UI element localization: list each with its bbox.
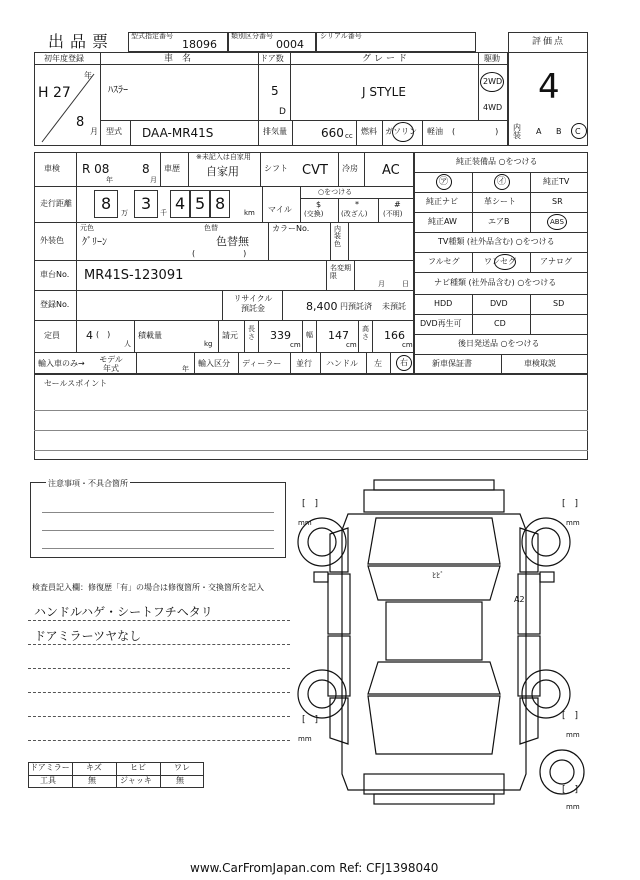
color-label: 外装色 (40, 236, 64, 245)
mileage-opt1-sym: $ (316, 200, 322, 209)
height-value: 166 (384, 329, 405, 342)
shaken-month-unit: 月 (150, 176, 157, 184)
equip-r1c1: ㋐ (439, 177, 449, 187)
diesel-blank: ( ) (452, 127, 499, 136)
diagram-bracket-fr: [ ] (562, 499, 579, 509)
color-paren: ( ) (192, 249, 247, 258)
recycle-label: リサイクル預託金 (233, 294, 273, 313)
diagram-mm-spare: mm (566, 803, 580, 811)
mileage-opt2-sym: * (355, 200, 359, 209)
first-reg-year-unit: 年 (84, 71, 92, 80)
mileage-circle-note: ○をつける (318, 188, 353, 196)
car-name: ﾊｽﾗｰ (108, 85, 128, 96)
diagram-bracket-rr: [ ] (562, 711, 579, 721)
capacity-paren: ( ) (96, 330, 111, 339)
interior-grade-c: C (575, 127, 581, 136)
legend-value-2: 無 (88, 776, 96, 785)
mileage-digit-5: 8 (215, 194, 226, 213)
length-value: 339 (270, 329, 291, 342)
equip-r3c1: 純正AW (428, 217, 457, 226)
fuel-value: ガソリン (385, 127, 417, 136)
mileage-digit-1: 8 (101, 194, 112, 213)
displacement-value: 660 (321, 126, 344, 140)
equip-r2c1: 純正ナビ (426, 197, 458, 206)
shaken-era: R 08 (82, 162, 110, 176)
mileage-opt3-sym: # (394, 200, 401, 209)
equip-r2c3: SR (552, 197, 563, 206)
history-label: 車歴 (164, 164, 180, 173)
width-value: 147 (328, 329, 349, 342)
first-reg-month-unit: 月 (90, 127, 98, 136)
equip-r2c2: 革シート (484, 197, 516, 206)
navi-hdd: HDD (434, 299, 453, 308)
mileage-man: 万 (121, 209, 128, 217)
diagram-bracket-fl: [ ] (302, 499, 319, 509)
shaken-month: 8 (142, 162, 150, 176)
model-code-value: 18096 (182, 38, 217, 51)
legend-value-1: 工具 (40, 776, 56, 785)
model-code-label: 型式指定番号 (131, 32, 173, 40)
notes-line-2: ドアミラーツヤなし (34, 629, 142, 643)
diagram-mm-rl: mm (298, 735, 312, 743)
later-manual: 車検取説 (524, 359, 556, 368)
capacity-label: 定員 (44, 331, 60, 340)
footer-ref: www.CarFromJapan.com Ref: CFJ1398040 (190, 861, 439, 875)
fuel-label: 燃料 (361, 127, 377, 136)
width-unit: cm (346, 341, 357, 349)
navi-dvd-play: DVD再生可 (420, 319, 462, 328)
grade-label: グレード (362, 54, 411, 64)
shaken-label: 車検 (44, 164, 60, 173)
tv-oneseg: ワンセグ (484, 257, 516, 266)
import-parallel: 並行 (296, 359, 312, 368)
sales-point-block (34, 374, 588, 460)
legend-value-4: 無 (176, 776, 184, 785)
legend-value-3: ジャッキ (120, 776, 152, 785)
chassis-number: MR41S-123091 (84, 268, 184, 283)
form-title: 出品票 (48, 32, 115, 51)
mileage-opt1: (交換) (304, 210, 324, 218)
weight-label: 請元 (222, 331, 238, 340)
category-value: 0004 (276, 38, 304, 51)
later-warranty: 新車保証書 (432, 359, 472, 368)
mileage-digit-4: 5 (195, 194, 206, 213)
factory-equipment-title: 純正装備品 ○をつける (456, 157, 538, 166)
color-no-label: カラーNo. (272, 224, 310, 233)
equip-r3c2: エアB (488, 217, 510, 226)
aircon-label: 冷房 (342, 164, 358, 173)
mileage-sen: 千 (160, 209, 167, 217)
registration-label: 登録No. (40, 300, 70, 309)
sales-point-label: セールスポイント (44, 379, 108, 388)
notes-line-1: ハンドルハゲ・シートフチヘタリ (34, 605, 213, 619)
interior-color-label: 内装色 (334, 225, 341, 248)
drive-4wd: 4WD (483, 103, 503, 112)
load-unit: kg (204, 340, 213, 348)
tv-fullseg: フルセグ (428, 257, 460, 266)
later-title: 後日発送品 ○をつける (458, 339, 540, 348)
height-unit: cm (402, 341, 413, 349)
equip-r1c2: ㋑ (497, 177, 507, 187)
first-reg-label: 初年度登録 (44, 54, 84, 63)
diagram-mm-fr: mm (566, 519, 580, 527)
length-label: 長さ (248, 325, 255, 341)
mile-label: マイル (268, 205, 292, 214)
model-year-unit: 年 (182, 365, 189, 373)
mileage-digit-3: 4 (175, 194, 186, 213)
navi-title: ナビ種類 (社外品含む) ○をつける (434, 278, 557, 287)
name-change-label: 名変期限 (330, 264, 351, 280)
first-reg-year: H 27 (38, 85, 71, 101)
interior-label: 内装 (513, 123, 521, 140)
width-label: 幅 (306, 331, 313, 339)
mileage-digit-2: 3 (141, 194, 152, 213)
interior-grade-b: B (556, 127, 562, 136)
capacity-unit: 人 (124, 340, 131, 348)
name-change-month: 月 (378, 280, 385, 288)
diagram-mm-fl: mm (298, 519, 312, 527)
mileage-opt3: (不明) (383, 210, 403, 218)
navi-sd: SD (553, 299, 565, 308)
history-note: ※未記入は自家用 (196, 153, 251, 161)
length-unit: cm (290, 341, 301, 349)
mileage-opt2: (改ざん) (341, 210, 368, 218)
capacity-value: 4 (86, 329, 93, 342)
legend-header-4: ワレ (174, 763, 190, 772)
displacement-label: 排気量 (263, 127, 287, 136)
model-year-label: モデル年式 (99, 355, 123, 374)
chassis-label: 車台No. (40, 270, 70, 279)
drive-label: 駆動 (484, 54, 500, 63)
category-label: 類別区分番号 (231, 32, 273, 40)
recycle-unit: 円預託済 (340, 302, 372, 311)
tv-analog: アナログ (540, 257, 572, 266)
doors-label: ドア数 (260, 54, 284, 63)
color-original-value: ｸﾞﾘｰﾝ (82, 237, 107, 248)
aircon-value: AC (382, 163, 400, 178)
shaken-year-unit: 年 (106, 176, 113, 184)
doors-value: 5 (271, 84, 279, 98)
type-label: 型式 (106, 127, 122, 136)
legend-header-1: ドアミラー (30, 763, 70, 772)
notes-box (30, 479, 286, 558)
legend-header-2: キズ (86, 763, 102, 772)
type-value: DAA-MR41S (142, 126, 214, 140)
mileage-km: km (244, 209, 255, 217)
equip-r3c3: ABS (550, 218, 564, 226)
grade-score-value: 4 (538, 67, 560, 107)
handle-label: ハンドル (326, 359, 358, 368)
mileage-label: 走行距離 (40, 199, 72, 208)
car-name-label: 車 名 (164, 54, 192, 64)
door-type: D (279, 107, 286, 117)
repaint-value: 色替無 (216, 235, 249, 248)
history-value: 自家用 (206, 165, 239, 178)
load-label: 積載量 (138, 331, 162, 340)
import-label: 輸入車のみ→ (38, 359, 85, 368)
recycle-amount: 8,400 (306, 300, 338, 313)
grade-value: J STYLE (362, 85, 406, 99)
diagram-mm-rr: mm (566, 731, 580, 739)
color-original-label: 元色 (80, 224, 94, 232)
import-dealer: ディーラー (242, 359, 282, 368)
serial-label: シリアル番号 (320, 32, 362, 40)
displacement-unit: cc (345, 132, 353, 140)
import-category-label: 輸入区分 (198, 359, 230, 368)
interior-grade-a: A (536, 127, 542, 136)
shift-label: シフト (264, 164, 288, 173)
grade-score-label: 評価点 (532, 37, 566, 47)
legend-header-3: ヒビ (130, 763, 146, 772)
handle-left: 左 (374, 359, 382, 368)
navi-dvd: DVD (490, 299, 508, 308)
name-change-day: 日 (402, 280, 409, 288)
diagram-bracket-spare: [ ] (562, 785, 579, 795)
height-label: 高さ (362, 325, 369, 341)
damage-note-side: A2 (514, 595, 525, 604)
navi-cd: CD (494, 319, 506, 328)
notes-label: 注意事項・不具合箇所 (48, 479, 128, 488)
color-code-label: 色替 (204, 224, 218, 232)
equip-r1c3: 純正TV (543, 177, 570, 186)
tv-title: TV種類 (社外品含む) ○をつける (438, 237, 555, 246)
shift-value: CVT (302, 163, 328, 178)
damage-note-windshield: ﾋﾋﾞ (432, 571, 444, 580)
diesel-label: 軽油 (427, 127, 443, 136)
handle-right: 右 (400, 358, 408, 367)
first-reg-month: 8 (76, 115, 85, 130)
inspector-label: 検査員記入欄：修復歴「有」の場合は修復箇所・交換箇所を記入 (32, 583, 264, 592)
diagram-bracket-rl: [ ] (302, 715, 319, 725)
car-damage-diagram (290, 474, 590, 814)
drive-2wd: 2WD (483, 77, 503, 86)
recycle-other: 未預託 (382, 302, 406, 311)
